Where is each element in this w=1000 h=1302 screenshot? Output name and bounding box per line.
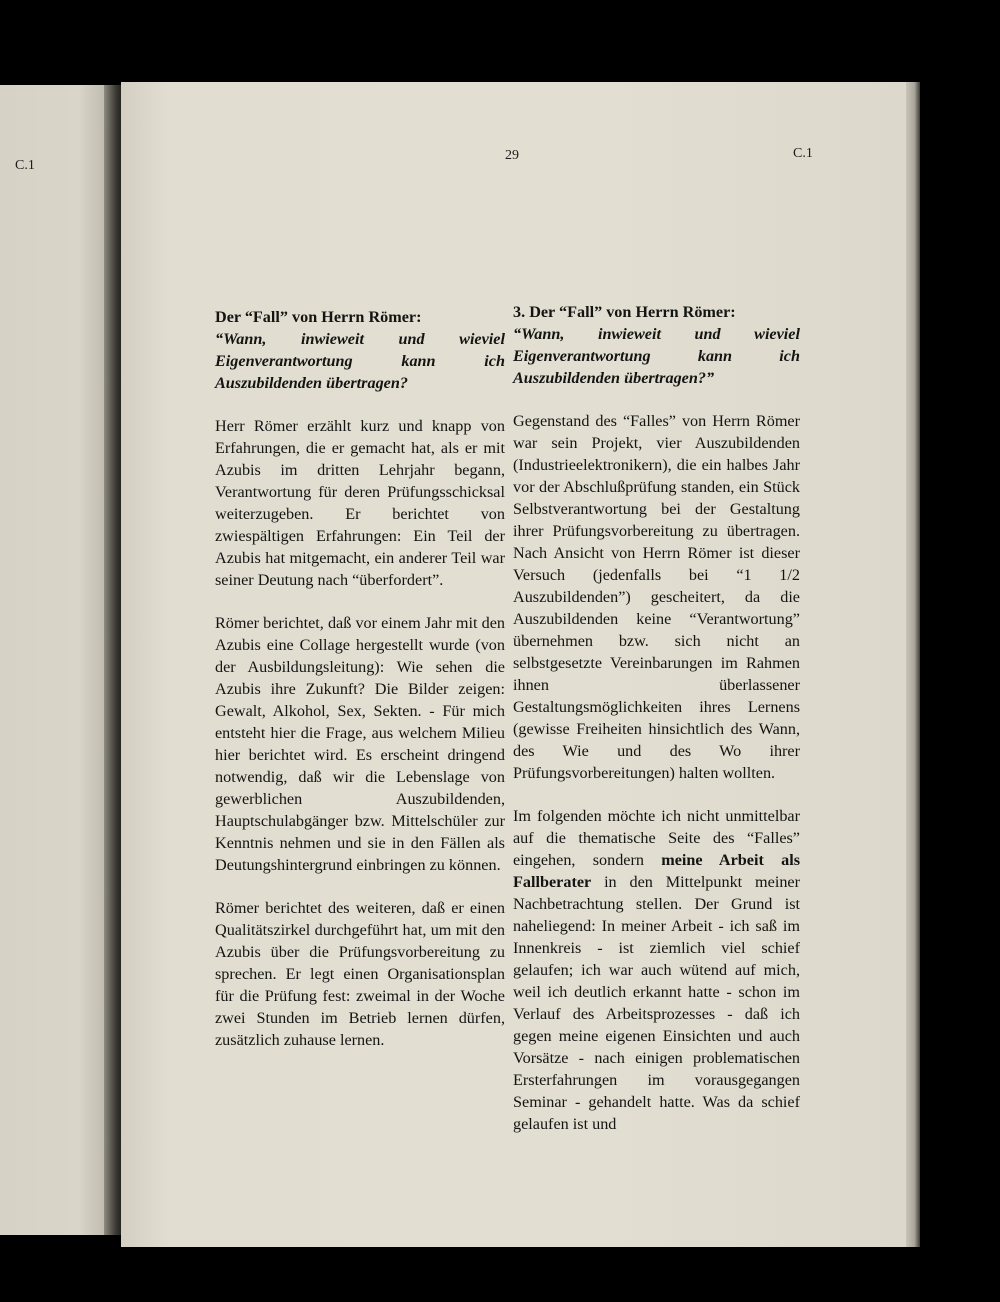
chapter-marker: C.1 [793,146,813,161]
page-number: 29 [505,148,519,163]
left-column-heading [215,306,505,394]
right-column [513,301,800,1156]
right-paragraph-1: Gegenstand des “Falles” von Herrn Römer war sein Projekt, vier Auszubildenden (Industrieelektronikern), die ein halbes Jahr vor der Abschlußprüfung standen, ein Stück Selbstverantwortung bei der Gestaltung ihrer Prüfungsvorbereitung zu übertragen. Nach Ansicht von Herrn Römer ist dieser Versuch (jedenfalls bei “1 1/2 Auszubildenden”) gescheitert, da die Auszubildenden keine “Verantwortung” übernehmen bzw. sich nicht an selbstgesetzte Vereinbarungen im Rahmen ihnen überlassener Gestaltungsmöglichkeiten ihres Lernens (gewisse Freiheiten hinsichtlich des Wann, des Wie und des Wo ihrer Prüfungsvorbereitungen) halten wollten. [513,412,800,782]
right-heading-title: 3. Der “Fall” von Herrn Römer: [513,303,736,321]
right-paragraph-2 [513,805,800,1135]
left-column [215,306,505,1072]
right-paragraph-2-bold: meine Arbeit als Fallberater [513,851,800,891]
right-paragraph-2-end: in den Mittelpunkt meiner Nachbetrachtung stellen. Der Grund ist naheliegend: In meiner Arbeit - ich saß im Innenkreis - ist ziemlich viel schief gelaufen; ich war auch wütend auf mich, weil ich deutlich erkannt hatte - schon im Verlauf des Arbeitsprozesses - daß ich gegen meine eigenen Einsichten und auch Vorsätze - nach einigen problematischen Ersterfahrungen im vorausgegangen Seminar - gehandelt hatte. Was da schief gelaufen ist und [513,873,800,1133]
right-paragraph-2-start: Im folgenden möchte ich nicht unmittelbar auf die thematische Seite des “Falles” eingehen, sondern [513,807,800,869]
left-heading-title: Der “Fall” von Herrn Römer: [215,308,422,326]
page-edge [906,82,920,1247]
left-paragraph-1: Herr Römer erzählt kurz und knapp von Erfahrungen, die er gemacht hat, als er mit Azubis im dritten Lehrjahr begann, Verantwortung für deren Prüfungsschicksal weiterzugeben. Er berichtet von zwiespältigen Erfahrungen: Ein Teil der Azubis hat mitgemacht, ein anderer Teil war seiner Deutung nach “überfordert”. [215,417,505,589]
left-paragraph-3: Römer berichtet des weiteren, daß er einen Qualitätszirkel durchgeführt hat, um mit den Azubis über die Prüfungsvorbereitung zu sprechen. Er legt einen Organisationsplan für die Prüfung fest: zweimal in der Woche zwei Stunden im Betrieb lernen dürfen, zusätzlich zuhause lernen. [215,899,505,1049]
left-heading-question: “Wann, inwieweit und wieviel Eigenverantwortung kann ich Auszubildenden übertragen? [215,330,505,392]
right-heading-question: “Wann, inwieweit und wieviel Eigenverantwortung kann ich Auszubildenden übertragen?” [513,325,800,387]
left-paragraph-2: Römer berichtet, daß vor einem Jahr mit den Azubis eine Collage hergestellt wurde (von der Ausbildungsleitung): Wie sehen die Azubis ihre Zukunft? Die Bilder zeigen: Gewalt, Alkohol, Sex, Sekten. - Für mich entsteht hier die Frage, aus welchem Milieu hier berichtet wird. Es erscheint dringend notwendig, daß wir die Lebenslage von gewerblichen Auszubildenden, Hauptschulabgänger bzw. Mittelschüler zur Kenntnis nehmen und sie in den Fällen als Deutungshintergrund einbringen zu können. [215,614,505,874]
right-column-heading [513,301,800,389]
left-page-chapter-marker: C.1 [15,158,35,173]
left-page [0,85,112,1235]
